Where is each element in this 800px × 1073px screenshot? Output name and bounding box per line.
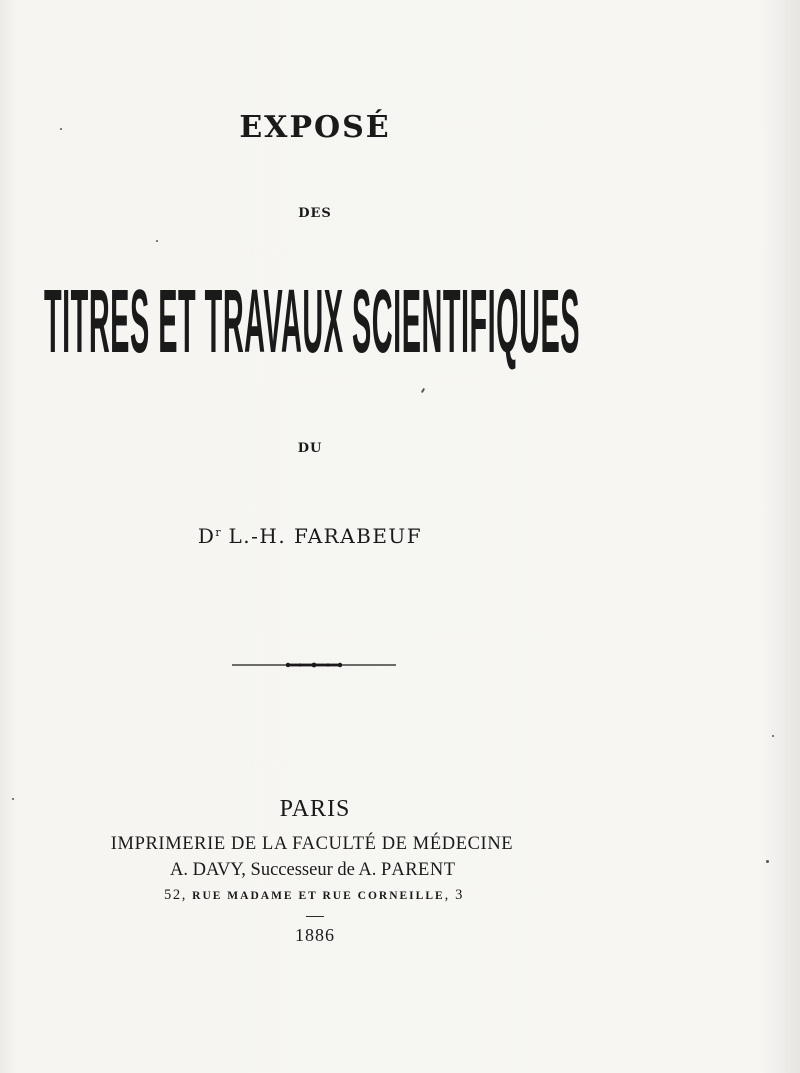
- main-title: [44, 270, 581, 373]
- author-name: L.-H. FARABEUF: [220, 524, 423, 548]
- city: PARIS: [279, 796, 351, 822]
- author-prefix-sup: r: [215, 526, 221, 539]
- address-number-2: , 3: [444, 887, 464, 903]
- author-prefix: D: [197, 524, 216, 548]
- ornament-divider-icon: [232, 660, 396, 670]
- publisher-name: A. DAVY, Successeur de A.: [170, 860, 382, 880]
- paper-speck: [421, 388, 425, 393]
- printer: IMPRIMERIE DE LA FACULTÉ DE MÉDECINE: [110, 834, 514, 854]
- connector-du: DU: [297, 441, 323, 456]
- address-street: RUE MADAME ET RUE CORNEILLE: [192, 890, 445, 902]
- separator-dash: [306, 916, 324, 917]
- publisher-successor-initial: P: [381, 860, 392, 880]
- connector-des: DES: [298, 206, 332, 221]
- paper-speck: [772, 735, 774, 737]
- paper-speck: [60, 128, 62, 130]
- paper-speck: [156, 240, 158, 242]
- heading: EXPOSÉ: [239, 110, 391, 145]
- paper-speck: [766, 860, 769, 863]
- address-line: [144, 887, 484, 904]
- year: 1886: [295, 925, 335, 945]
- publisher-line: [170, 860, 456, 881]
- publisher-successor-rest: ARENT: [391, 860, 456, 880]
- address-number-1: 52,: [164, 887, 193, 903]
- author-line: [180, 524, 440, 548]
- main-title-text: TITRES ET TRAVAUX SCIENTIFIQUES: [44, 271, 581, 373]
- paper-speck: [12, 798, 14, 800]
